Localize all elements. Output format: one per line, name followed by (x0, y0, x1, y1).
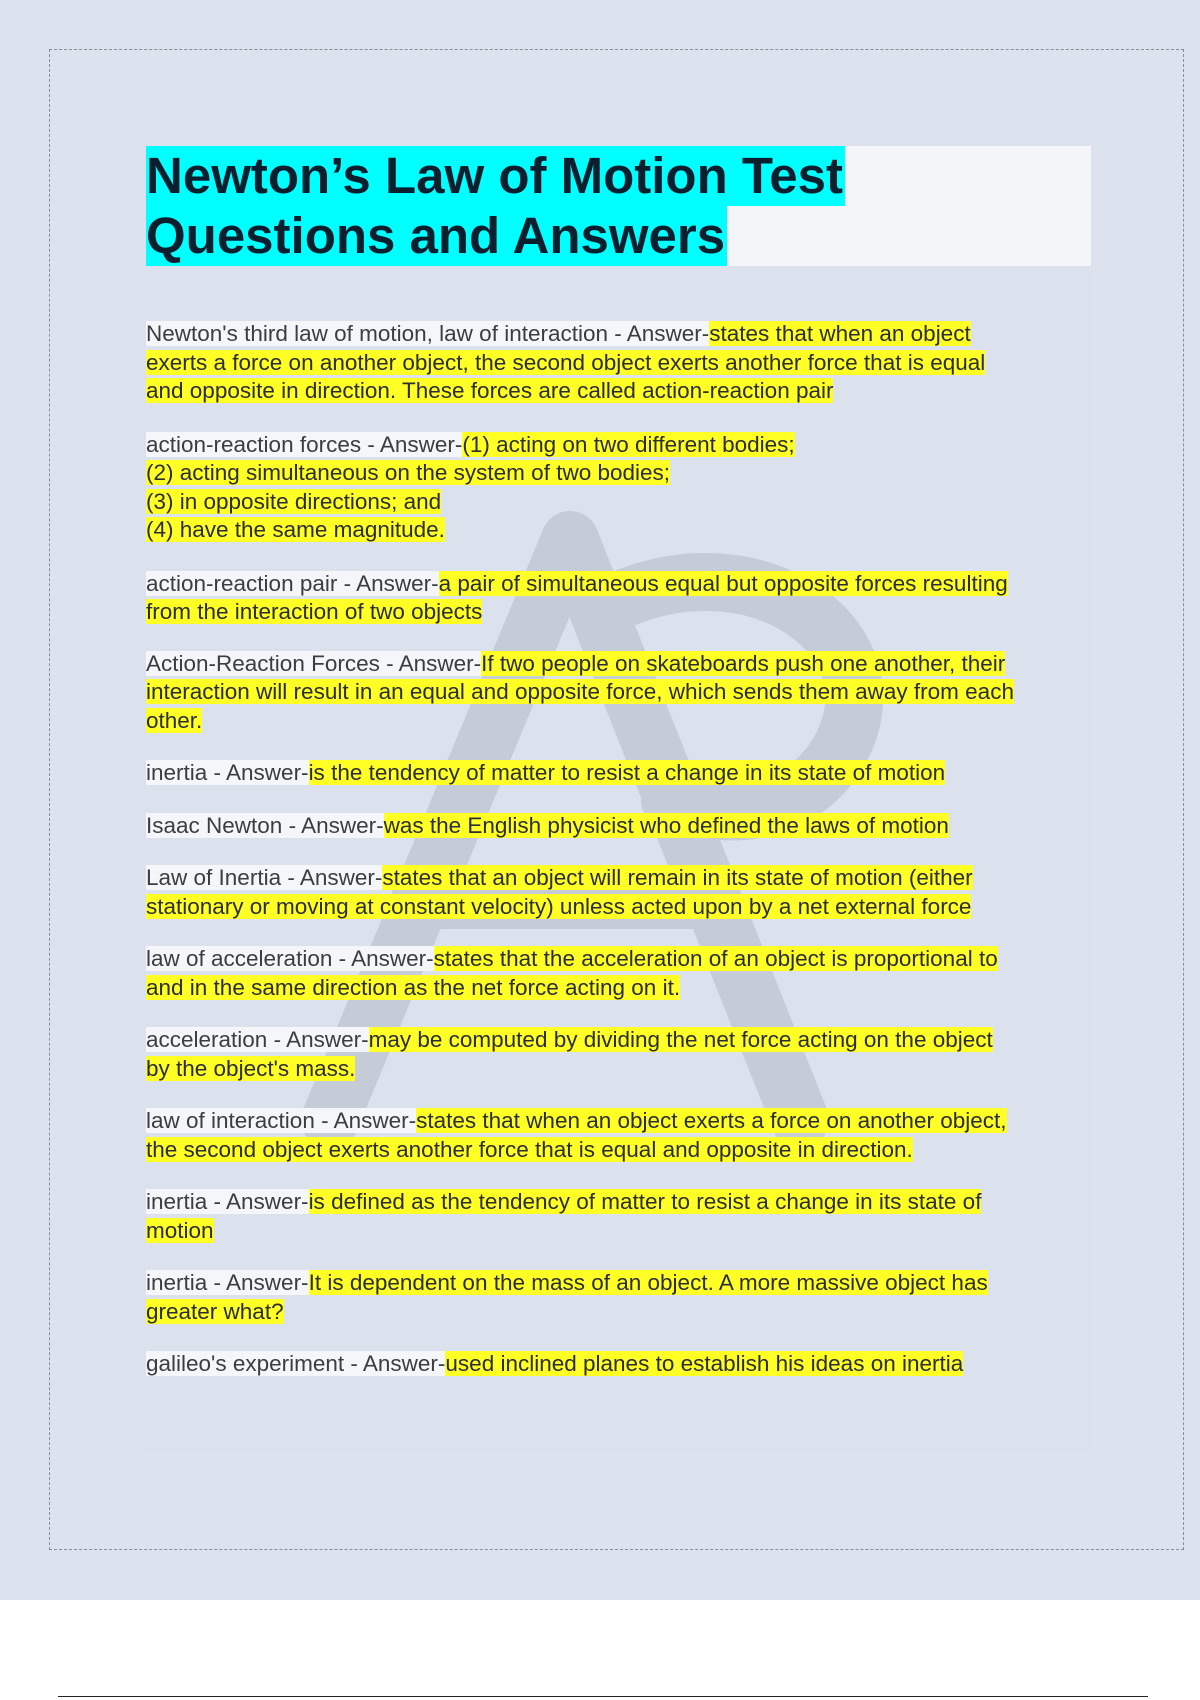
qa-answer-line: (4) have the same magnitude. (146, 517, 445, 542)
qa-answer-line: and opposite in direction. These forces are called action-reaction pair (146, 378, 834, 403)
qa-answer-line: interaction will result in an equal and opposite force, which sends them away from each (146, 679, 1014, 704)
qa-answer-line: stationary or moving at constant velocity) unless acted upon by a net external force (146, 893, 972, 919)
qa-item (146, 812, 1091, 841)
qa-answer-line: states that an object will remain in its state of motion (either (382, 865, 973, 890)
qa-item (146, 431, 1091, 545)
qa-answer-line: other. (146, 707, 203, 733)
qa-term: Law of Inertia - Answer- (146, 865, 383, 890)
qa-answer-line: (3) in opposite directions; and (146, 488, 442, 514)
qa-item (146, 945, 1091, 1002)
qa-answer-line: is the tendency of matter to resist a change in its state of motion (308, 760, 946, 785)
qa-term: law of interaction - Answer- (146, 1108, 417, 1133)
qa-term: Newton's third law of motion, law of interaction - Answer- (146, 321, 710, 346)
qa-term: inertia - Answer- (146, 760, 309, 785)
qa-answer-line: exerts a force on another object, the second object exerts another force that is equal (146, 349, 986, 375)
qa-item (146, 1026, 1091, 1083)
qa-list (146, 320, 1091, 1379)
qa-answer-line: If two people on skateboards push one another, their (481, 650, 1006, 676)
qa-answer-line: greater what? (146, 1298, 284, 1324)
qa-answer-line: (2) acting simultaneous on the system of two bodies; (146, 460, 671, 485)
qa-item (146, 1350, 1091, 1379)
qa-term: inertia - Answer- (146, 1189, 309, 1214)
qa-answer-line: is defined as the tendency of matter to resist a change in its state of (308, 1189, 982, 1214)
qa-item (146, 570, 1091, 627)
qa-answer-line: used inclined planes to establish his ideas on inertia (445, 1351, 964, 1376)
qa-item (146, 864, 1091, 921)
qa-answer-line: and in the same direction as the net force acting on it. (146, 974, 681, 1000)
qa-item (146, 650, 1091, 736)
qa-answer-line: was the English physicist who defined the laws of motion (383, 812, 949, 838)
qa-term: inertia - Answer- (146, 1270, 309, 1295)
qa-answer-line: motion (146, 1217, 214, 1243)
qa-item (146, 320, 1091, 406)
qa-answer-line: states that the acceleration of an object is proportional to (433, 946, 998, 971)
qa-answer-line: It is dependent on the mass of an object. A more massive object has (308, 1270, 988, 1295)
qa-item (146, 1188, 1091, 1245)
qa-term: action-reaction forces - Answer- (146, 431, 463, 457)
qa-term: law of acceleration - Answer- (146, 946, 434, 971)
bottom-divider (58, 1696, 1148, 1697)
qa-item (146, 1269, 1091, 1326)
title-line-2: Questions and Answers (146, 207, 726, 264)
qa-answer-line: from the interaction of two objects (146, 599, 483, 624)
document-title (146, 146, 845, 266)
qa-answer-line: by the object's mass. (146, 1055, 356, 1081)
qa-term: Action-Reaction Forces - Answer- (146, 650, 482, 676)
qa-item (146, 1107, 1091, 1164)
qa-item (146, 759, 1091, 788)
title-line-1: Newton’s Law of Motion Test (146, 147, 843, 204)
qa-term: Isaac Newton - Answer- (146, 812, 384, 838)
qa-term: action-reaction pair - Answer- (146, 570, 439, 596)
qa-answer-line: the second object exerts another force that is equal and opposite in direction. (146, 1136, 913, 1162)
qa-answer-line: states that when an object exerts a force on another object, (416, 1108, 1007, 1133)
qa-answer-line: (1) acting on two different bodies; (462, 431, 795, 457)
qa-term: galileo's experiment - Answer- (146, 1351, 446, 1376)
qa-answer-line: a pair of simultaneous equal but opposite forces resulting (438, 570, 1008, 596)
qa-answer-line: states that when an object (709, 321, 971, 346)
qa-answer-line: may be computed by dividing the net force acting on the object (368, 1027, 993, 1052)
qa-term: acceleration - Answer- (146, 1027, 369, 1052)
